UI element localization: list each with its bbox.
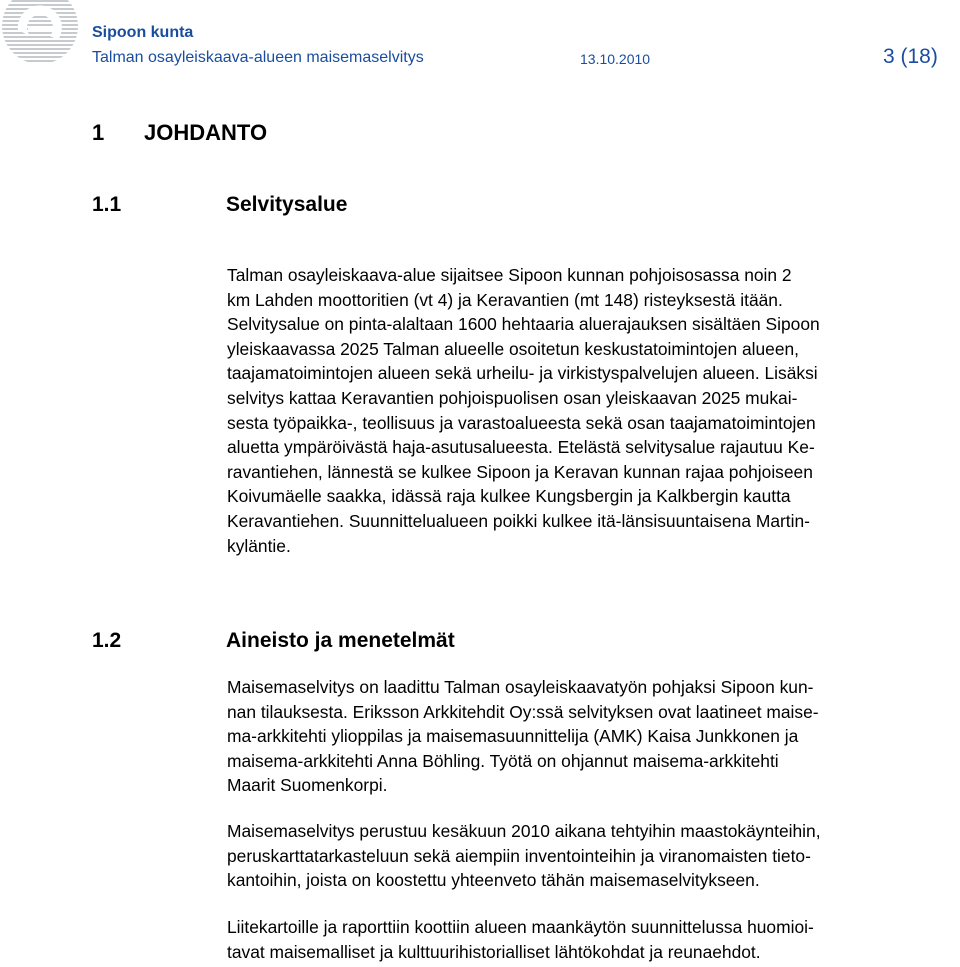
section-title: Selvitysalue (226, 193, 348, 216)
paragraph-selvitysalue: Talman osayleiskaava-alue sijaitsee Sipoon kunnan pohjoisosassa noin 2 km Lahden moottoritien (vt 4) ja Keravantien (mt 148) risteyksestä itään. Selvitysalue on pinta-alaltaan 1600 hehtaaria aluerajauksen sisältäen Sipoon yleiskaavassa 2025 Talman alueelle osoitetun keskustatoimintojen alueen, taajamatoimintojen alueen sekä urheilu- ja virkistyspalvelujen alueen. Lisäksi selvitys kattaa Keravantien pohjoispuolisen osan yleiskaavan 2025 mukai- sesta työpaikka-, teollisuus ja varastoalueesta sekä osan taajamatoimintojen aluetta ympäröivästä haja-asutusalueesta. Etelästä selvitysalue rajautuu Ke- ravantiehen, lännestä se kulkee Sipoon ja Keravan kunnan rajaa pohjoiseen Koivumäelle saakka, idässä raja kulkee Kungsbergin ja Kalkbergin kautta Keravantiehen. Suunnittelualueen poikki kulkee itä-länsisuuntaisena Martin- kyläntie. (227, 265, 820, 556)
section-heading-selvitysalue (92, 193, 347, 217)
section-number: 1.2 (92, 629, 122, 652)
section-title: Aineisto ja menetelmät (226, 629, 455, 652)
section-number: 1.1 (92, 193, 122, 216)
chapter-heading (92, 120, 267, 146)
header-document-title: Talman osayleiskaava-alueen maisemaselvitys (92, 49, 424, 66)
chapter-title: JOHDANTO (144, 120, 268, 145)
paragraph-laatijat: Maisemaselvitys on laadittu Talman osayleiskaavatyön pohjaksi Sipoon kun- nan tilauksesta. Eriksson Arkkitehdit Oy:ssä selvityksen ovat laatineet maise- ma-arkkitehti ylioppilas ja maisemasuunnittelija (AMK) Kaisa Junkkonen ja maisema-arkkitehti Anna Böhling. Työtä on ohjannut maisema-arkkitehti Maarit Suomenkorpi. (227, 677, 819, 796)
section-heading-aineisto (92, 629, 455, 653)
chapter-number: 1 (92, 120, 105, 145)
paragraph-liitekartat: Liitekartoille ja raporttiin koottiin alueen maankäytön suunnittelussa huomioi- tavat maisemalliset ja kulttuurihistorialliset lähtökohdat ja reunaehdot. (227, 917, 814, 962)
logo-graphic (0, 0, 86, 62)
sipoo-e-logo-icon (0, 0, 86, 62)
header-date: 13.10.2010 (580, 51, 651, 67)
header-organization: Sipoon kunta (92, 24, 194, 41)
paragraph-menetelmat: Maisemaselvitys perustuu kesäkuun 2010 aikana tehtyihin maastokäynteihin, peruskarttatarkasteluun sekä aiempiin inventointeihin ja viranomaisten tieto- kantoihin, joista on koostettu yhteenveto tähän maisemaselvitykseen. (227, 821, 821, 891)
header-page-indicator: 3 (18) (883, 45, 938, 68)
